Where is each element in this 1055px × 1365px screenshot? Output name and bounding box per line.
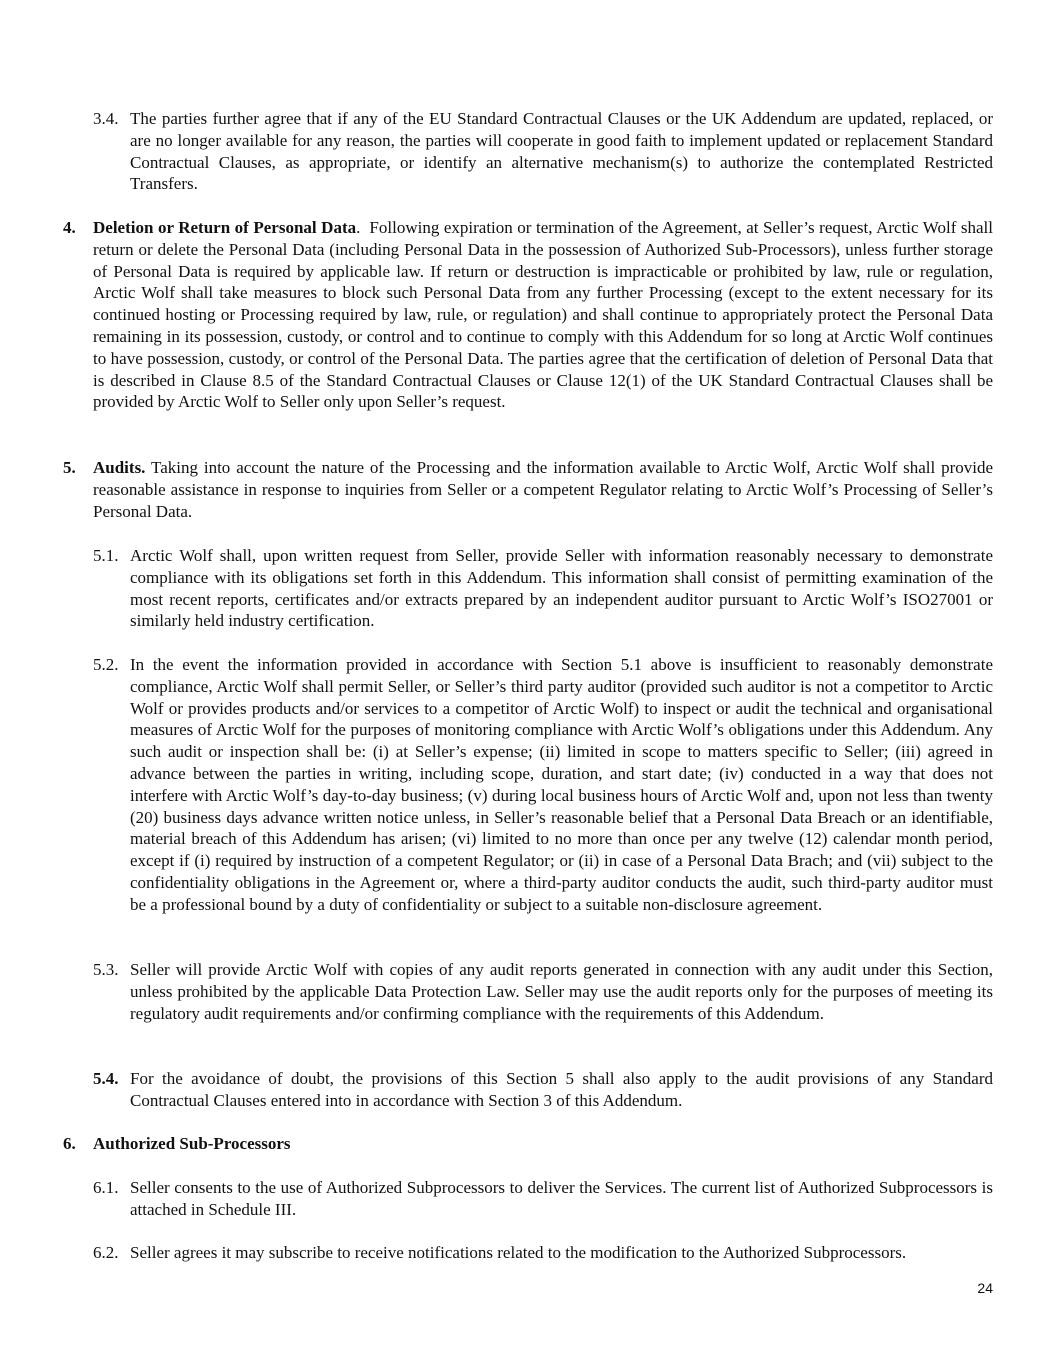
- clause-text: In the event the information provided in accordance with Section 5.1 above is insufficient to reasonably demonstrate compliance, Arctic Wolf shall permit Seller, or Seller’s third party auditor (provided such auditor is not a competitor to Arctic Wolf or provides products and/or services to a competitor of Arctic Wolf) to inspect or audit the technical and organisational measures of Arctic Wolf for the purposes of monitoring compliance with Arctic Wolf’s obligations under this Addendum. Any such audit or inspection shall be: (i) at Seller’s expense; (ii) limited in scope to matters specific to Seller; (iii) agreed in advance between the parties in writing, including scope, duration, and start date; (iv) conducted in a way that does not interfere with Arctic Wolf’s day-to-day business; (v) during local business hours of Arctic Wolf and, upon not less than twenty (20) business days advance written notice unless, in Seller’s reasonable belief that a Personal Data Breach or an identifiable, material breach of this Addendum has arisen; (vi) limited to no more than once per any twelve (12) calendar month period, except if (i) required by instruction of a competent Regulator; or (ii) in case of a Personal Data Brach; and (vii) subject to the confidentiality obligations in the Agreement or, where a third-party auditor conducts the audit, such third-party auditor must be a professional bound by a duty of confidentiality or subject to a suitable non-disclosure agreement.: [130, 655, 993, 914]
- clause-text: The parties further agree that if any of the EU Standard Contractual Clauses or the UK Addendum are updated, replaced, or are no longer available for any reason, the parties will cooperate in good faith to implement updated or replacement Standard Contractual Clauses, as appropriate, or identify an alternative mechanism(s) to authorize the contemplated Restricted Transfers.: [130, 109, 993, 194]
- section-text: Taking into account the nature of the Processing and the information available to Arctic Wolf, Arctic Wolf shall provide reasonable assistance in response to inquiries from Seller or a competent Regulator relating to Arctic Wolf’s Processing of Seller’s Personal Data.: [93, 458, 993, 521]
- section-number: 4.: [63, 218, 76, 237]
- section-number: 5.: [63, 458, 76, 477]
- clause-number: 3.4.: [93, 109, 119, 128]
- section-heading: Audits.: [93, 458, 146, 477]
- section-text: Following expiration or termination of the Agreement, at Seller’s request, Arctic Wolf shall return or delete the Personal Data (including Personal Data in the possession of Authorized Sub-Processors), unless further storage of Personal Data is required by applicable law. If return or destruction is impracticable or prohibited by law, rule or regulation, Arctic Wolf shall take measures to block such Personal Data from any further Processing (except to the extent necessary for its continued hosting or Processing required by law, rule, or regulation) and shall continue to appropriately protect the Personal Data remaining in its possession, custody, or control and to continue to comply with this Addendum for so long at Arctic Wolf continues to have possession, custody, or control of the Personal Data. The parties agree that the certification of deletion of Personal Data that is described in Clause 8.5 of the Standard Contractual Clauses or Clause 12(1) of the UK Standard Contractual Clauses shall be provided by Arctic Wolf to Seller only upon Seller’s request.: [93, 218, 993, 412]
- section-6: [63, 1133, 993, 1155]
- clause-number: 5.3.: [93, 960, 119, 979]
- clause-text: Seller agrees it may subscribe to receive notifications related to the modification to the Authorized Subprocessors.: [130, 1243, 907, 1262]
- section-5: [63, 457, 993, 522]
- section-heading-period: .: [356, 218, 361, 237]
- section-number: 6.: [63, 1134, 76, 1153]
- clause-text: Seller will provide Arctic Wolf with copies of any audit reports generated in connection with any audit under this Section, unless prohibited by the applicable Data Protection Law. Seller may use the audit reports only for the purposes of meeting its regulatory audit requirements and/or confirming compliance with the requirements of this Addendum.: [130, 960, 993, 1023]
- section-heading: Authorized Sub-Processors: [93, 1134, 291, 1153]
- clause-number: 5.4.: [93, 1069, 119, 1088]
- clause-text: Seller consents to the use of Authorized Subprocessors to deliver the Services. The current list of Authorized Subprocessors is attached in Schedule III.: [130, 1178, 993, 1219]
- page-number: 24: [977, 1280, 993, 1296]
- clause-5-1: [93, 545, 993, 632]
- clause-5-2: [93, 654, 993, 916]
- clause-5-3: [93, 959, 993, 1024]
- clause-6-2: [93, 1242, 993, 1264]
- clause-6-1: [93, 1177, 993, 1221]
- clause-3-4: [93, 108, 993, 195]
- clause-number: 5.1.: [93, 546, 119, 565]
- clause-text: For the avoidance of doubt, the provisions of this Section 5 shall also apply to the audit provisions of any Standard Contractual Clauses entered into in accordance with Section 3 of this Addendum.: [130, 1069, 993, 1110]
- clause-text: Arctic Wolf shall, upon written request from Seller, provide Seller with information reasonably necessary to demonstrate compliance with its obligations set forth in this Addendum. This information shall consist of permitting examination of the most recent reports, certificates and/or extracts prepared by an independent auditor pursuant to Arctic Wolf’s ISO27001 or similarly held industry certification.: [130, 546, 993, 631]
- clause-number: 6.1.: [93, 1178, 119, 1197]
- clause-5-4: [93, 1068, 993, 1112]
- clause-number: 6.2.: [93, 1243, 119, 1262]
- clause-number: 5.2.: [93, 655, 119, 674]
- section-4: [63, 217, 993, 413]
- section-heading: Deletion or Return of Personal Data: [93, 218, 357, 237]
